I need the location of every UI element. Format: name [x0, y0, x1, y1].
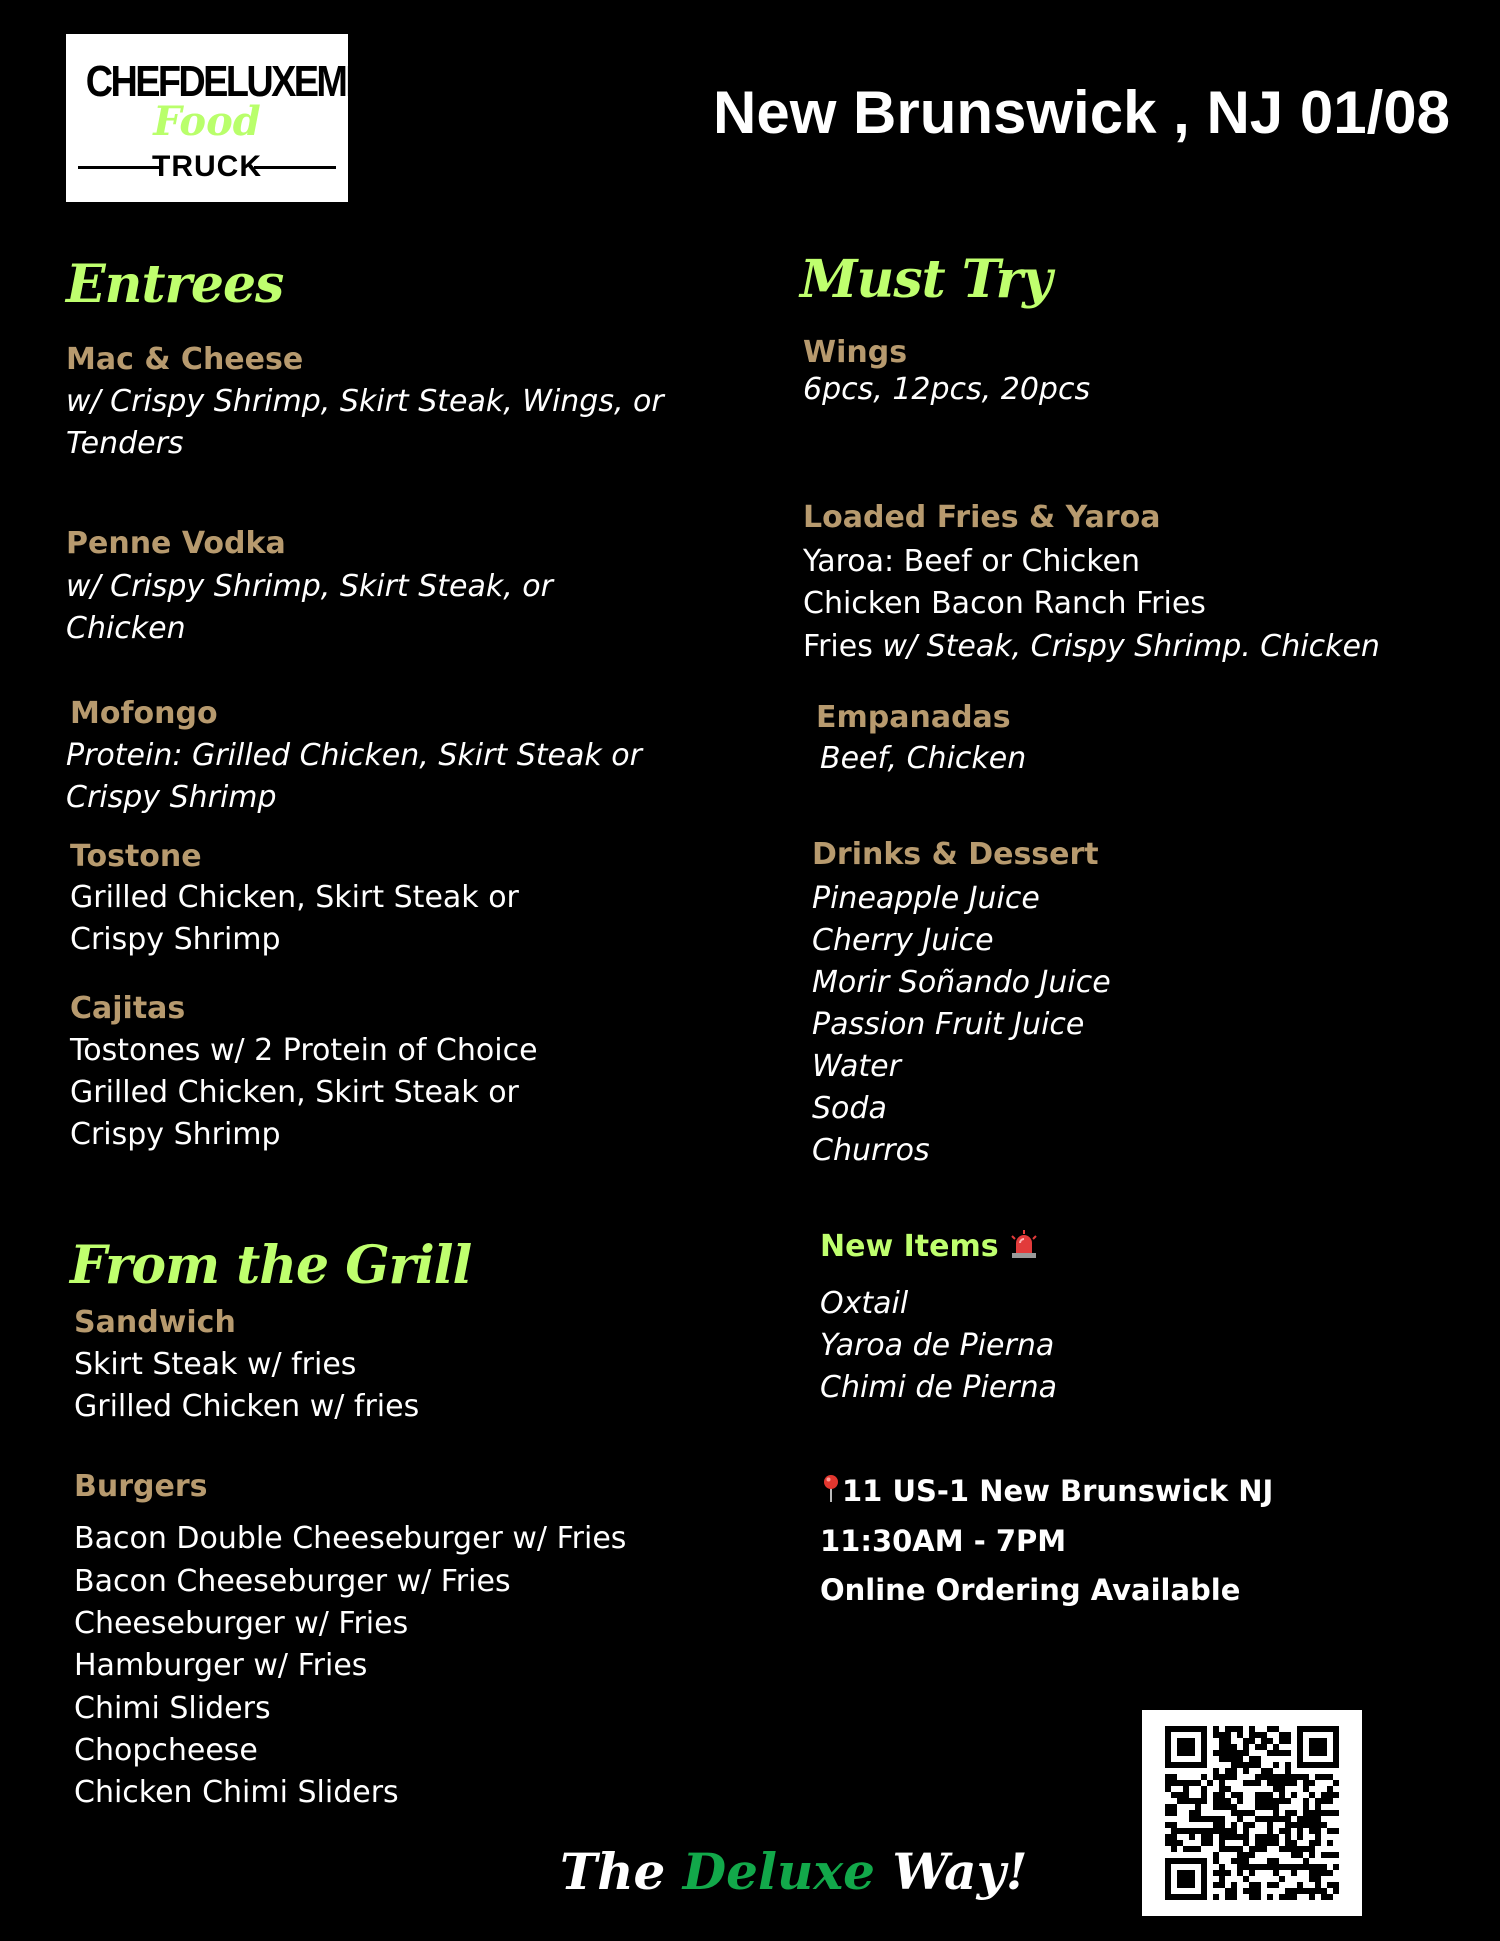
- slogan: [560, 1842, 1028, 1902]
- entrees-heading: Entrees: [66, 254, 284, 315]
- new-items-line-2: Yaroa de Pierna: [820, 1328, 1055, 1363]
- pin-icon: [820, 1471, 842, 1515]
- drinks-line-6: Soda: [812, 1091, 887, 1126]
- logo: [66, 34, 369, 202]
- tostone-line-2: Crispy Shrimp: [70, 922, 281, 957]
- drinks-line-7: Churros: [812, 1133, 930, 1168]
- penne-vodka-line-2: Chicken: [66, 611, 186, 646]
- burgers-line-6: Chopcheese: [74, 1733, 258, 1768]
- slogan-the: The: [560, 1842, 666, 1901]
- fries-label: Fries: [803, 629, 873, 664]
- burgers-line-4: Hamburger w/ Fries: [74, 1648, 368, 1683]
- cajitas-title: Cajitas: [70, 991, 186, 1026]
- mac-cheese-line-2: Tenders: [66, 426, 184, 461]
- drinks-dessert-title: Drinks & Dessert: [812, 837, 1099, 872]
- drinks-line-4: Passion Fruit Juice: [812, 1007, 1085, 1042]
- burgers-line-1: Bacon Double Cheeseburger w/ Fries: [74, 1521, 627, 1556]
- cajitas-line-3: Crispy Shrimp: [70, 1117, 281, 1152]
- new-items-line-3: Chimi de Pierna: [820, 1370, 1058, 1405]
- mofongo-line-2: Crispy Shrimp: [66, 780, 277, 815]
- drinks-line-5: Water: [812, 1049, 901, 1084]
- mofongo-line-1: Protein: Grilled Chicken, Skirt Steak or: [66, 738, 642, 773]
- tostone-title: Tostone: [70, 839, 202, 874]
- burgers-line-7: Chicken Chimi Sliders: [74, 1775, 399, 1810]
- page-title: New Brunswick , NJ 01/08: [713, 79, 1450, 146]
- drinks-line-2: Cherry Juice: [812, 923, 994, 958]
- penne-vodka-line-1: w/ Crispy Shrimp, Skirt Steak, or: [66, 569, 553, 604]
- siren-icon: [1009, 1229, 1039, 1259]
- new-items-label: New Items: [820, 1229, 999, 1264]
- tostone-line-1: Grilled Chicken, Skirt Steak or: [70, 880, 519, 915]
- hours: 11:30AM - 7PM: [820, 1524, 1067, 1558]
- loaded-fries-title: Loaded Fries & Yaroa: [803, 500, 1161, 535]
- mofongo-title: Mofongo: [70, 696, 218, 731]
- qr-code[interactable]: [1142, 1710, 1362, 1916]
- sandwich-line-2: Grilled Chicken w/ fries: [74, 1389, 420, 1424]
- logo-food-text: Food: [153, 98, 261, 145]
- cajitas-line-2: Grilled Chicken, Skirt Steak or: [70, 1075, 519, 1110]
- address: [820, 1469, 1273, 1515]
- penne-vodka-title: Penne Vodka: [66, 526, 286, 561]
- new-items-line-1: Oxtail: [820, 1286, 909, 1321]
- drinks-line-3: Morir Soñando Juice: [812, 965, 1111, 1000]
- qr-code-graphic: [1142, 1710, 1362, 1916]
- mac-cheese-title: Mac & Cheese: [66, 342, 304, 377]
- burgers-line-2: Bacon Cheeseburger w/ Fries: [74, 1564, 511, 1599]
- burgers-line-3: Cheeseburger w/ Fries: [74, 1606, 409, 1641]
- address-text: 11 US-1 New Brunswick NJ: [842, 1474, 1274, 1508]
- sandwich-line-1: Skirt Steak w/ fries: [74, 1347, 357, 1382]
- sandwich-title: Sandwich: [74, 1305, 236, 1340]
- mac-cheese-line-1: w/ Crispy Shrimp, Skirt Steak, Wings, or: [66, 384, 664, 419]
- empanadas-title: Empanadas: [816, 700, 1011, 735]
- must-try-heading: Must Try: [800, 249, 1052, 310]
- loaded-fries-line-3: [803, 626, 1380, 668]
- loaded-fries-line-1: Yaroa: Beef or Chicken: [803, 544, 1141, 579]
- logo-top-text: CHEFDELUXEME: [85, 57, 369, 106]
- slogan-deluxe: Deluxe: [682, 1842, 875, 1901]
- wings-line-1: 6pcs, 12pcs, 20pcs: [803, 372, 1091, 407]
- online-ordering[interactable]: Online Ordering Available: [820, 1573, 1241, 1607]
- slogan-way: Way!: [892, 1842, 1028, 1901]
- grill-heading: From the Grill: [70, 1235, 472, 1296]
- fries-options: w/ Steak, Crispy Shrimp. Chicken: [882, 629, 1380, 664]
- wings-title: Wings: [803, 335, 908, 370]
- empanadas-line-1: Beef, Chicken: [820, 741, 1027, 776]
- new-items-heading: [820, 1227, 1039, 1267]
- burgers-title: Burgers: [74, 1469, 208, 1504]
- logo-truck-text: TRUCK: [152, 150, 262, 183]
- cajitas-line-1: Tostones w/ 2 Protein of Choice: [70, 1033, 538, 1068]
- drinks-line-1: Pineapple Juice: [812, 881, 1040, 916]
- loaded-fries-line-2: Chicken Bacon Ranch Fries: [803, 586, 1206, 621]
- burgers-line-5: Chimi Sliders: [74, 1691, 271, 1726]
